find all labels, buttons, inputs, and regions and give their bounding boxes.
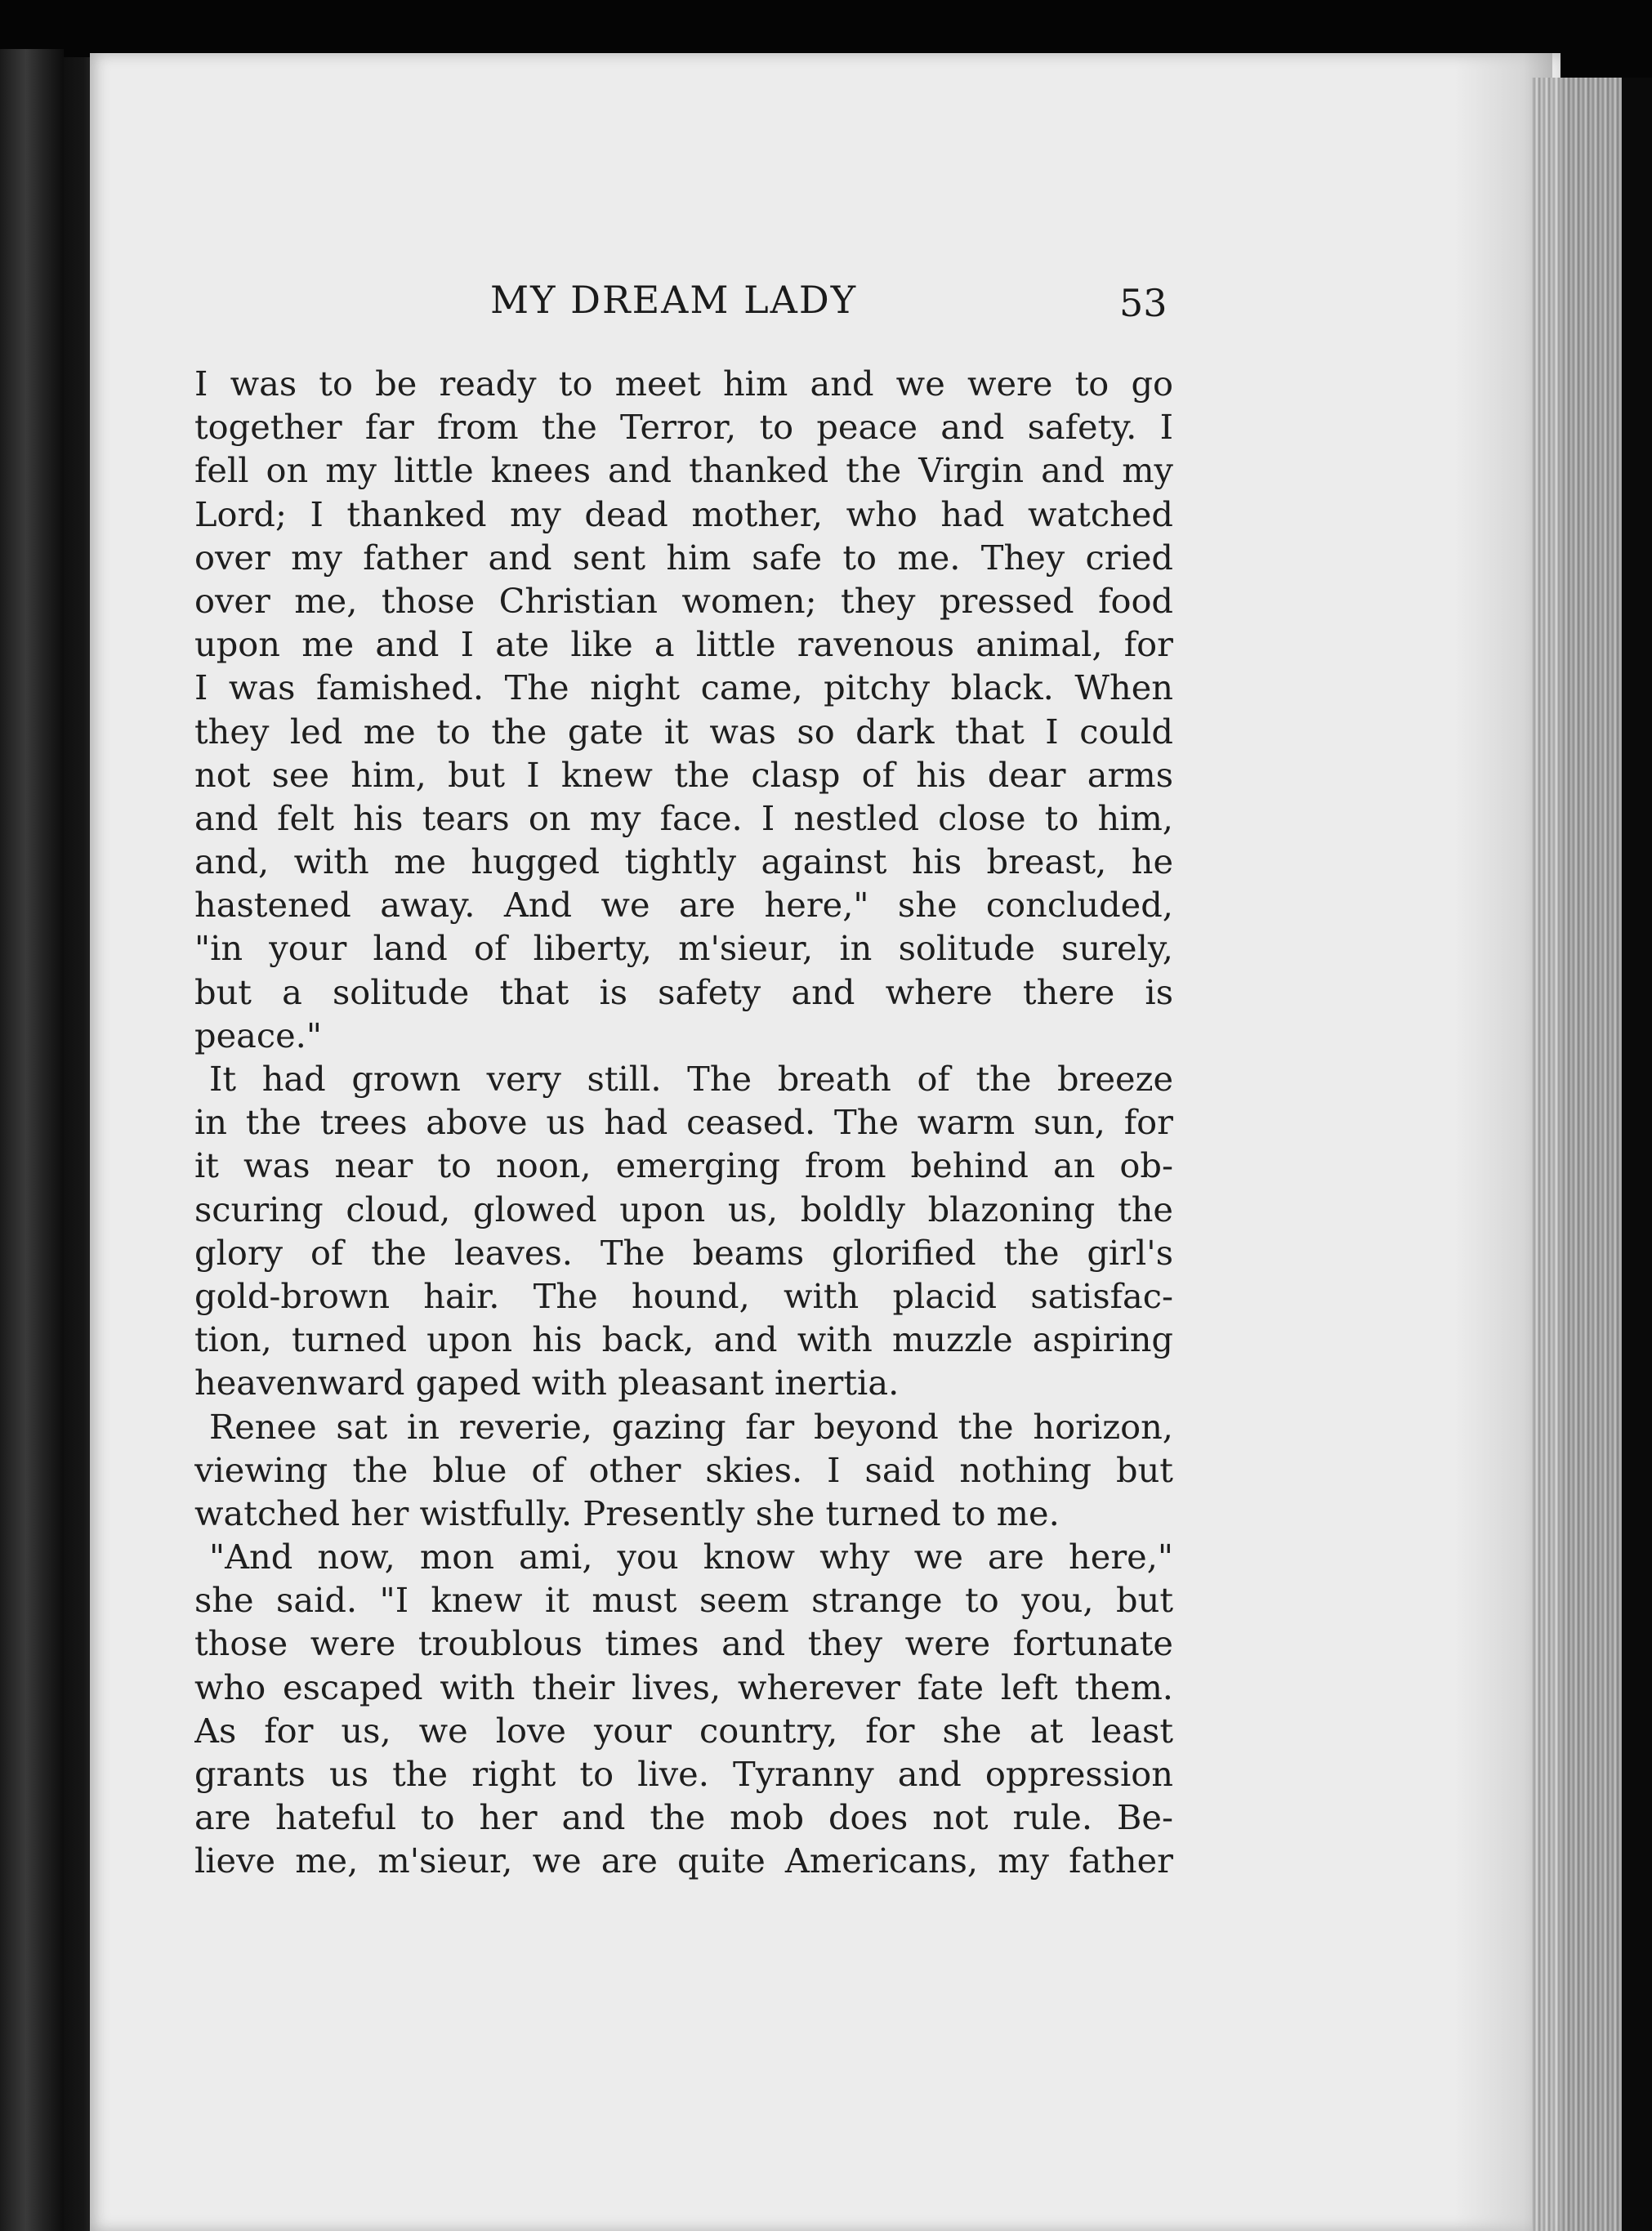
text-line: who escaped with their lives, wherever fate left them. [194, 1667, 1173, 1707]
text-line: hastened away. And we are here," she concluded, [194, 885, 1173, 926]
text-line: over my father and sent him safe to me. They cried [194, 537, 1173, 578]
text-line: Renee sat in reverie, gazing far beyond the horizon, [209, 1406, 1173, 1447]
text-line: it was near to noon, emerging from behind an ob- [194, 1145, 1173, 1186]
text-line: watched her wistfully. Presently she turned to me. [194, 1493, 1060, 1533]
text-line: and, with me hugged tightly against his breast, he [194, 841, 1173, 882]
text-line: are hateful to her and the mob does not rule. Be- [194, 1797, 1173, 1838]
text-line: peace." [194, 1015, 322, 1055]
text-line: fell on my little knees and thanked the Virgin and my [194, 450, 1173, 491]
text-line: As for us, we love your country, for she at least [194, 1710, 1173, 1751]
book-spine [0, 49, 64, 2231]
text-line: "And now, mon ami, you know why we are here," [209, 1537, 1173, 1577]
text-line: grants us the right to live. Tyranny and oppression [194, 1754, 1173, 1794]
text-line: Lord; I thanked my dead mother, who had watched [194, 493, 1173, 534]
text-line: together far from the Terror, to peace and safety. I [194, 407, 1173, 448]
text-line: she said. "I knew it must seem strange to you, but [194, 1580, 1173, 1621]
text-line: over me, those Christian women; they pressed food [194, 580, 1173, 621]
running-head-title: MY DREAM LADY [490, 278, 858, 322]
text-line: upon me and I ate like a little ravenous animal, for [194, 624, 1173, 665]
text-line: lieve me, m'sieur, we are quite Americans, my father [194, 1841, 1173, 1881]
text-line: not see him, but I knew the clasp of his dear arms [194, 754, 1173, 795]
text-line: tion, turned upon his back, and with muzzle aspiring [194, 1319, 1173, 1360]
text-line: but a solitude that is safety and where there is [194, 971, 1173, 1012]
text-line: they led me to the gate it was so dark that I could [194, 711, 1173, 752]
text-line: in the trees above us had ceased. The warm sun, for [194, 1102, 1173, 1143]
text-line: scuring cloud, glowed upon us, boldly blazoning the [194, 1189, 1173, 1229]
text-line: I was famished. The night came, pitchy black. When [194, 667, 1173, 708]
text-line: and felt his tears on my face. I nestled close to him, [194, 797, 1173, 838]
text-line: It had grown very still. The breath of the breeze [209, 1059, 1173, 1099]
text-line: gold-brown hair. The hound, with placid satisfac- [194, 1275, 1173, 1316]
page-number: 53 [1119, 281, 1168, 325]
text-line: heavenward gaped with pleasant inertia. [194, 1363, 900, 1403]
text-line: "in your land of liberty, m'sieur, in solitude surely, [194, 928, 1173, 969]
text-line: viewing the blue of other skies. I said nothing but [194, 1449, 1173, 1490]
text-line: I was to be ready to meet him and we were to go [194, 364, 1173, 404]
scan-right-border [1622, 78, 1652, 2231]
text-line: those were troublous times and they were fortunate [194, 1623, 1173, 1664]
text-line: glory of the leaves. The beams glorified the girl's [194, 1232, 1173, 1273]
body-text [194, 362, 1173, 1883]
page-stack-edges [1532, 78, 1622, 2231]
